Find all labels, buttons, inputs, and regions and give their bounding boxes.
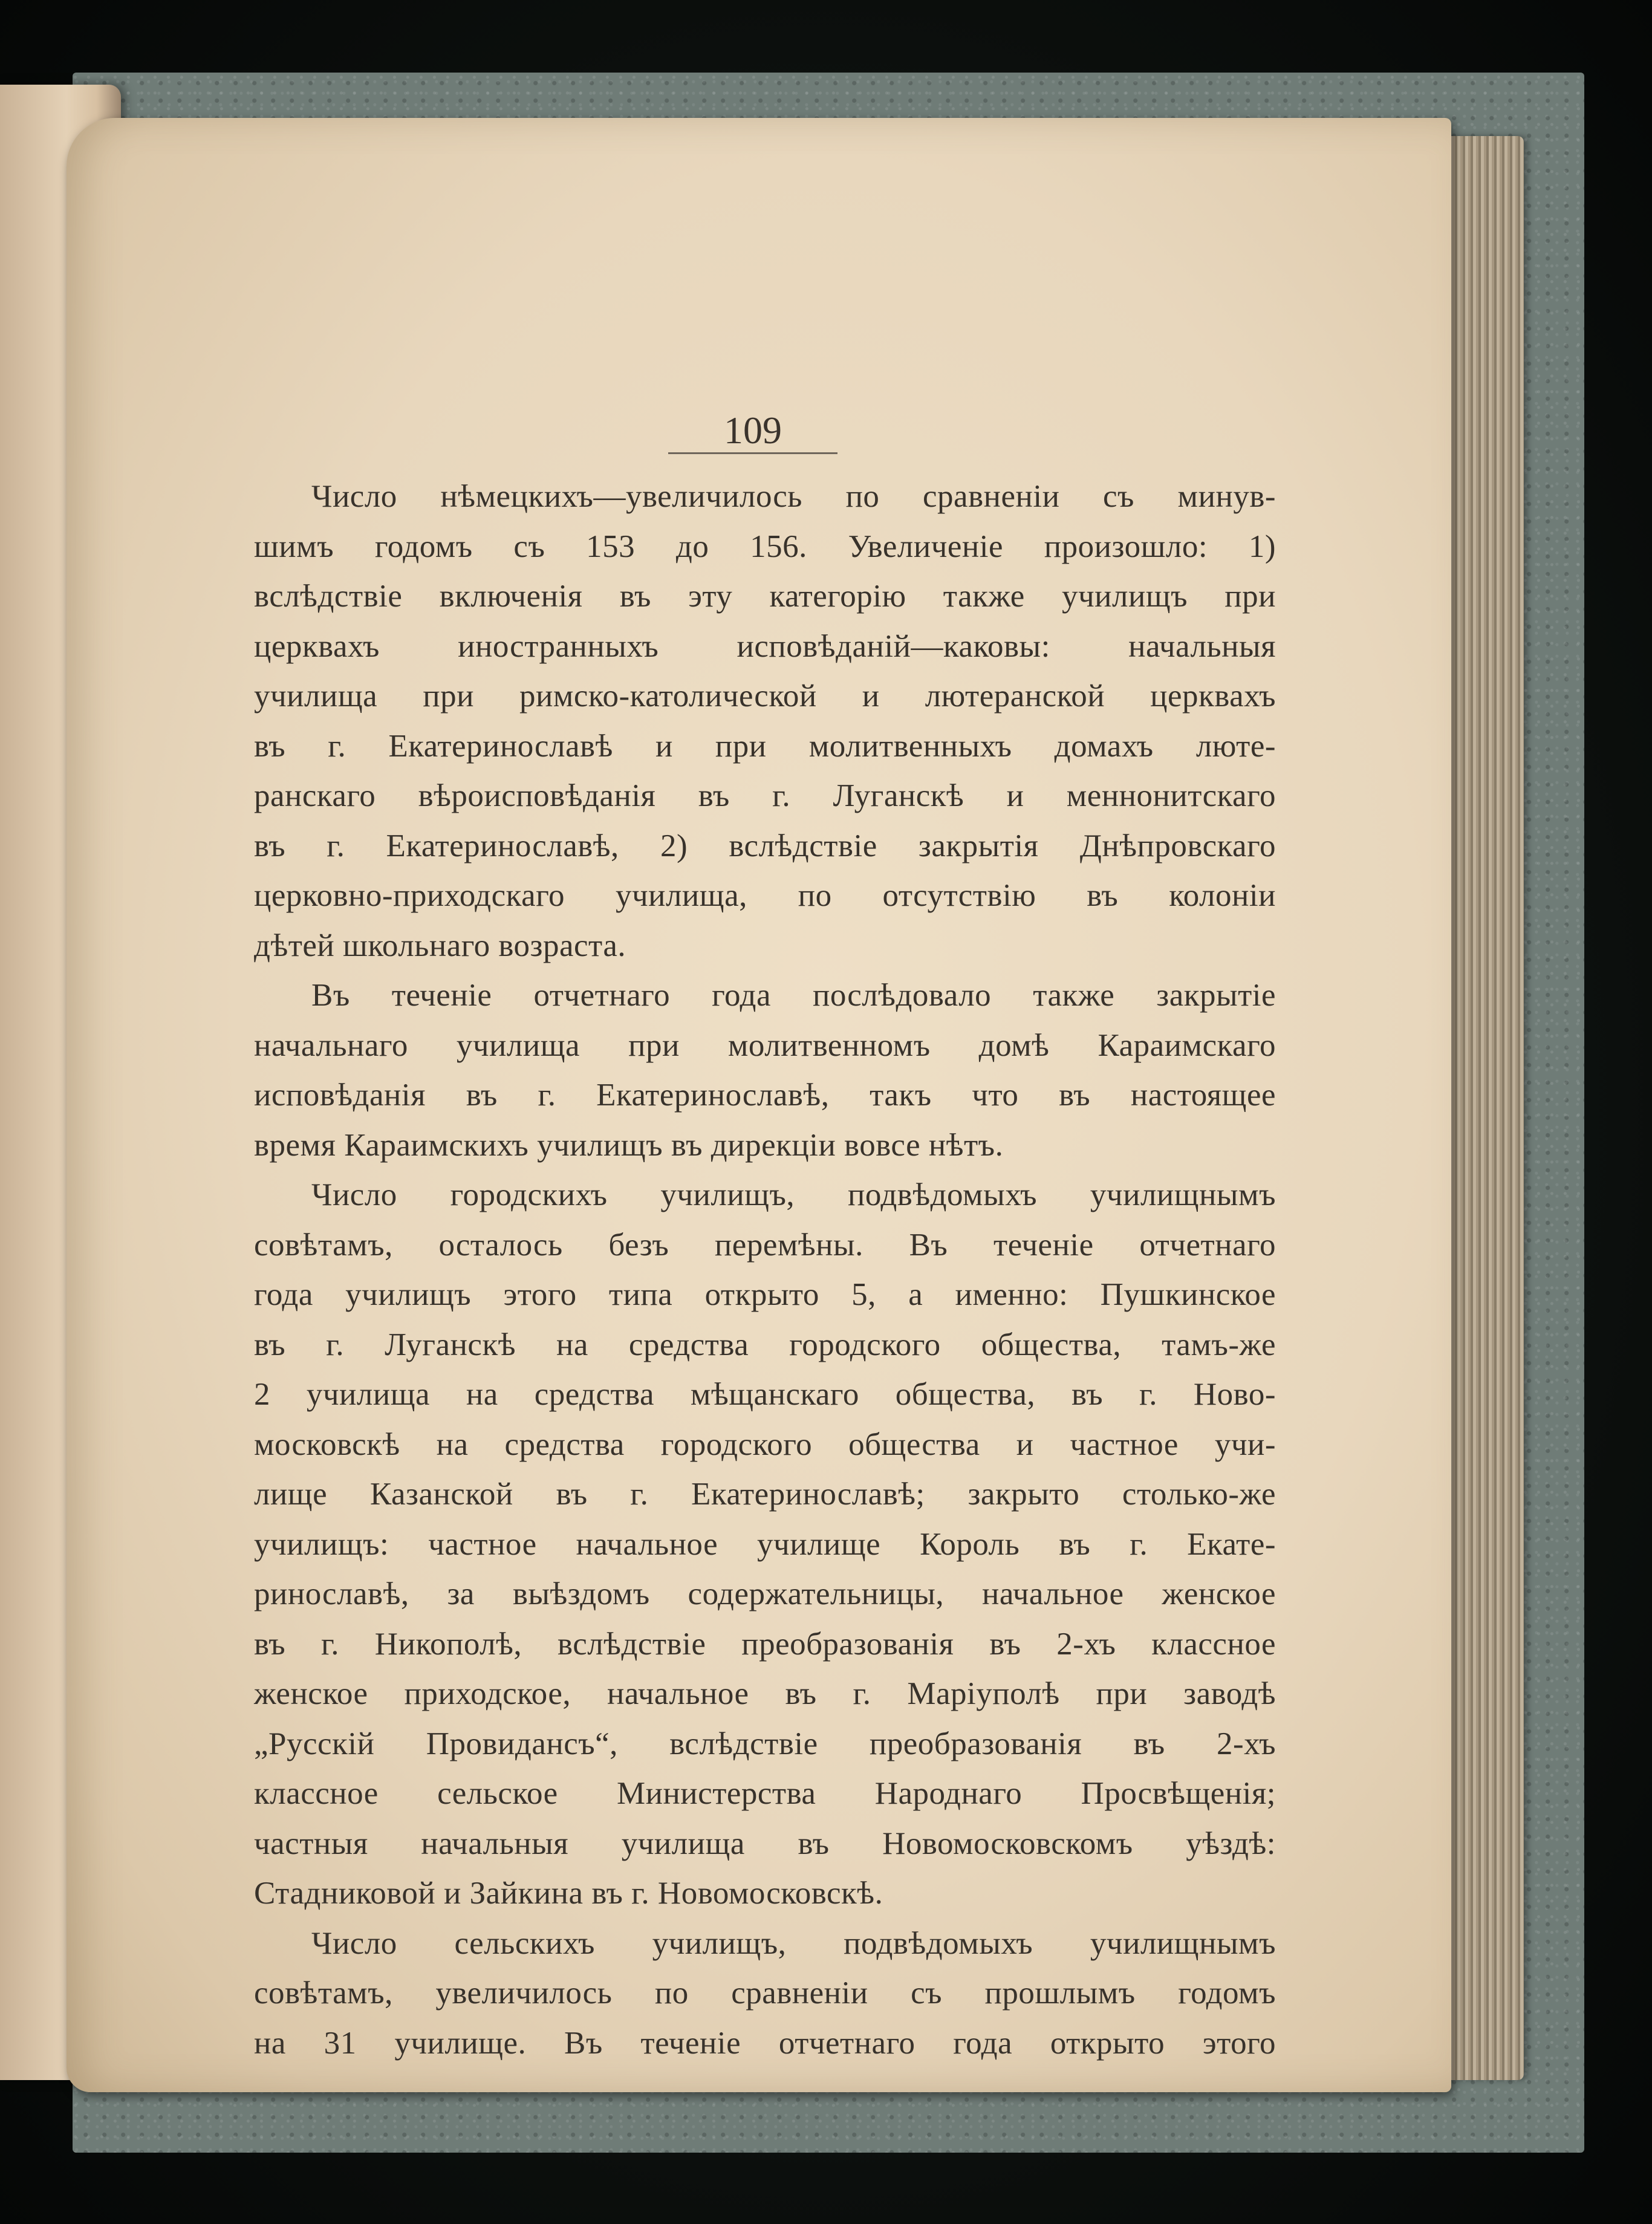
text-line: Число сельскихъ училищъ, подвѣдомыхъ училищнымъ (311, 1925, 1276, 1961)
text-line: женское приходское, начальное въ г. Маріуполѣ при заводѣ (254, 1676, 1276, 1711)
text-line: совѣтамъ, осталось безъ перемѣны. Въ теченіе отчетнаго (254, 1227, 1276, 1263)
text-line: церковно-приходскаго училища, по отсутствію въ колоніи (254, 878, 1276, 913)
text-line: въ г. Луганскѣ на средства городского общества, тамъ-же (254, 1327, 1276, 1362)
text-line: ранскаго вѣроисповѣданія въ г. Луганскѣ и меннонитскаго (254, 778, 1276, 813)
text-line: училищъ: частное начальное училище Король въ г. Екате- (254, 1526, 1276, 1562)
text-line: Число нѣмецкихъ—увеличилось по сравненіи съ минув- (311, 479, 1276, 514)
page-number: 109 (724, 409, 782, 452)
text-line: исповѣданія въ г. Екатеринославѣ, такъ что въ настоящее (254, 1078, 1276, 1113)
text-line: вслѣдствіе включенія въ эту категорію также училищъ при (254, 579, 1276, 614)
text-line: начальнаго училища при молитвенномъ домѣ Караимскаго (254, 1027, 1276, 1063)
text-line: въ г. Екатеринославѣ, 2) вслѣдствіе закрытія Днѣпровскаго (254, 828, 1276, 863)
text-line: время Караимскихъ училищъ въ дирекціи вовсе нѣтъ. (254, 1127, 1004, 1163)
text-line: „Русскій Провидансъ“, вслѣдствіе преобразованія въ 2-хъ (254, 1726, 1276, 1761)
text-line: шимъ годомъ съ 153 до 156. Увеличеніе произошло: 1) (254, 528, 1276, 564)
text-line: въ г. Екатеринославѣ и при молитвенныхъ домахъ люте- (254, 728, 1276, 764)
text-line: Число городскихъ училищъ, подвѣдомыхъ училищнымъ (311, 1177, 1276, 1212)
text-line: совѣтамъ, увеличилось по сравненіи съ прошлымъ годомъ (254, 1975, 1276, 2011)
text-line: классное сельское Министерства Народнаго Просвѣщенія; (254, 1776, 1276, 1811)
book-page (67, 118, 1451, 2092)
text-line: московскѣ на средства городского общества и частное учи- (254, 1426, 1276, 1462)
text-line: Въ теченіе отчетнаго года послѣдовало также закрытіе (311, 978, 1276, 1013)
text-line: дѣтей школьнаго возраста. (254, 928, 626, 963)
text-line: Стадниковой и Зайкина въ г. Новомосковскѣ. (254, 1876, 883, 1911)
text-line: въ г. Никополѣ, вслѣдствіе преобразованія въ 2-хъ классное (254, 1626, 1276, 1662)
text-line: частныя начальныя училища въ Новомосковскомъ уѣздѣ: (254, 1826, 1276, 1861)
text-line: церквахъ иностранныхъ исповѣданій—каковы: начальныя (254, 628, 1276, 664)
page-stack-edge (1439, 136, 1524, 2080)
text-line: на 31 училище. Въ теченіе отчетнаго года открыто этого (254, 2025, 1276, 2061)
page-number-rule (668, 452, 837, 454)
text-line: лище Казанской въ г. Екатеринославѣ; закрыто столько-же (254, 1477, 1276, 1512)
text-line: ринославѣ, за выѣздомъ содержательницы, начальное женское (254, 1576, 1276, 1611)
text-line: года училищъ этого типа открыто 5, а именно: Пушкинское (254, 1277, 1276, 1312)
text-line: училища при римско-католической и лютеранской церквахъ (254, 678, 1276, 714)
text-line: 2 училища на средства мѣщанскаго общества, въ г. Ново- (254, 1377, 1276, 1412)
